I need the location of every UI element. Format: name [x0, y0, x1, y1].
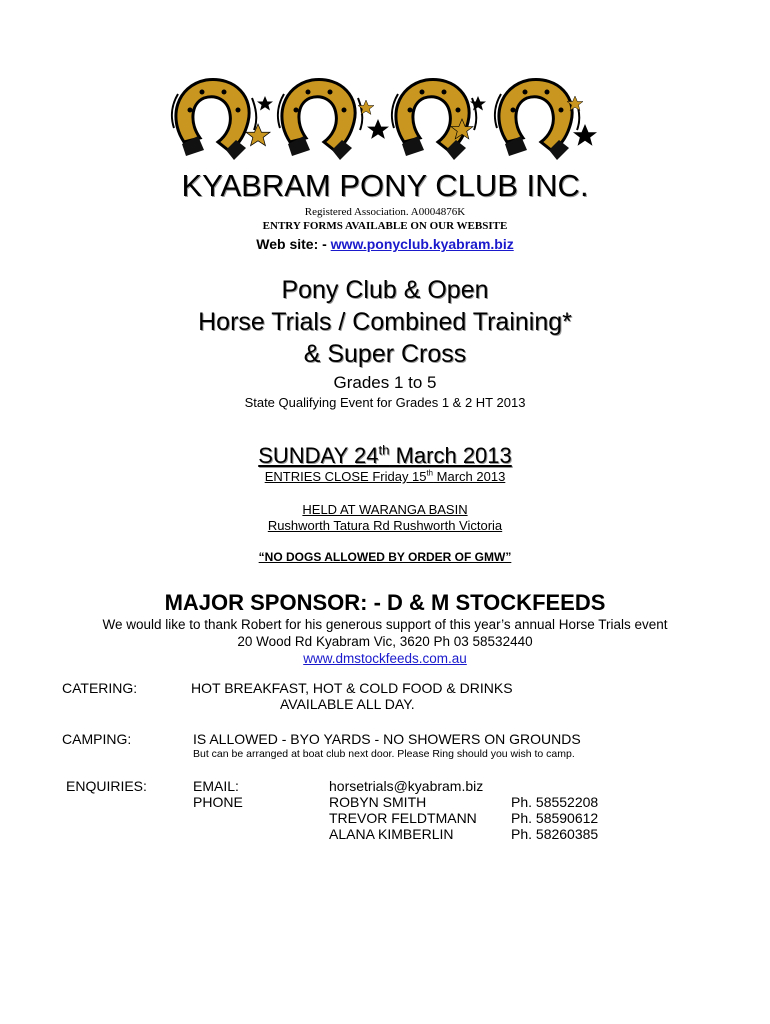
event-line-3: & Super Cross — [303, 340, 467, 368]
star-icon — [246, 124, 270, 146]
contact-phone: Ph. 58552208 — [511, 794, 599, 810]
horseshoe-banner — [0, 0, 770, 160]
contact-name: TREVOR FELDTMANN — [329, 810, 477, 826]
camping-label: CAMPING: — [62, 731, 132, 747]
star-icon — [573, 124, 597, 146]
entries-close-sup: th — [426, 468, 434, 478]
registered-association: Registered Association. A0004876K — [304, 206, 466, 218]
catering-label: CATERING: — [62, 680, 138, 696]
horseshoe-icon — [392, 80, 476, 160]
horseshoe-icon — [172, 80, 256, 160]
website-link[interactable]: www.ponyclub.kyabram.biz — [330, 236, 514, 252]
sponsor-heading: MAJOR SPONSOR: - D & M STOCKFEEDS — [164, 590, 606, 615]
contact-phone: Ph. 58590612 — [511, 810, 599, 826]
qualifying-note: State Qualifying Event for Grades 1 & 2 HT 2013 — [244, 395, 526, 410]
event-date — [0, 443, 770, 469]
grades: Grades 1 to 5 — [333, 373, 437, 392]
venue-address: Rushworth Tatura Rd Rushworth Victoria — [267, 518, 503, 533]
horseshoe-icon — [278, 80, 362, 160]
website-label: Web site: - — [256, 236, 331, 252]
horseshoe-icon — [495, 80, 579, 160]
sponsor-thanks: We would like to thank Robert for his generous support of this year’s annual Horse Trials event — [102, 617, 668, 632]
catering-line-2: AVAILABLE ALL DAY. — [280, 696, 415, 712]
sponsor-website-link[interactable]: www.dmstockfeeds.com.au — [303, 651, 467, 666]
venue-name: HELD AT WARANGA BASIN — [302, 502, 468, 517]
entries-close-month: March 2013 — [433, 469, 506, 484]
club-title: KYABRAM PONY CLUB INC. — [181, 168, 589, 203]
enquiries-label: ENQUIRIES: — [66, 778, 147, 794]
star-icon — [257, 96, 273, 110]
event-date-sup: th — [378, 442, 390, 458]
entry-forms-note: ENTRY FORMS AVAILABLE ON OUR WEBSITE — [262, 220, 508, 232]
star-icon — [367, 119, 389, 139]
contact-name: ROBYN SMITH — [329, 794, 427, 810]
no-dogs-notice: “NO DOGS ALLOWED BY ORDER OF GMW” — [258, 550, 512, 564]
event-line-2: Horse Trials / Combined Training* — [198, 308, 572, 336]
camping-line-2: But can be arranged at boat club next door. Please Ring should you wish to camp. — [193, 748, 575, 760]
email-address: horsetrials@kyabram.biz — [329, 778, 484, 794]
phone-label: PHONE — [193, 794, 243, 810]
event-line-1: Pony Club & Open — [281, 276, 489, 304]
contact-name: ALANA KIMBERLIN — [329, 826, 454, 842]
catering-line-1: HOT BREAKFAST, HOT & COLD FOOD & DRINKS — [191, 680, 513, 696]
camping-line-1: IS ALLOWED - BYO YARDS - NO SHOWERS ON GROUNDS — [193, 731, 581, 747]
entries-close-day: ENTRIES CLOSE Friday 15 — [264, 469, 427, 484]
contact-phone: Ph. 58260385 — [511, 826, 599, 842]
sponsor-address: 20 Wood Rd Kyabram Vic, 3620 Ph 03 58532440 — [237, 634, 533, 649]
email-label: EMAIL: — [193, 778, 239, 794]
event-date-month: March 2013 — [389, 443, 512, 468]
website-line — [0, 236, 770, 252]
entries-close — [0, 469, 770, 484]
event-date-day: SUNDAY 24 — [258, 443, 379, 468]
sponsor-website — [0, 651, 770, 666]
